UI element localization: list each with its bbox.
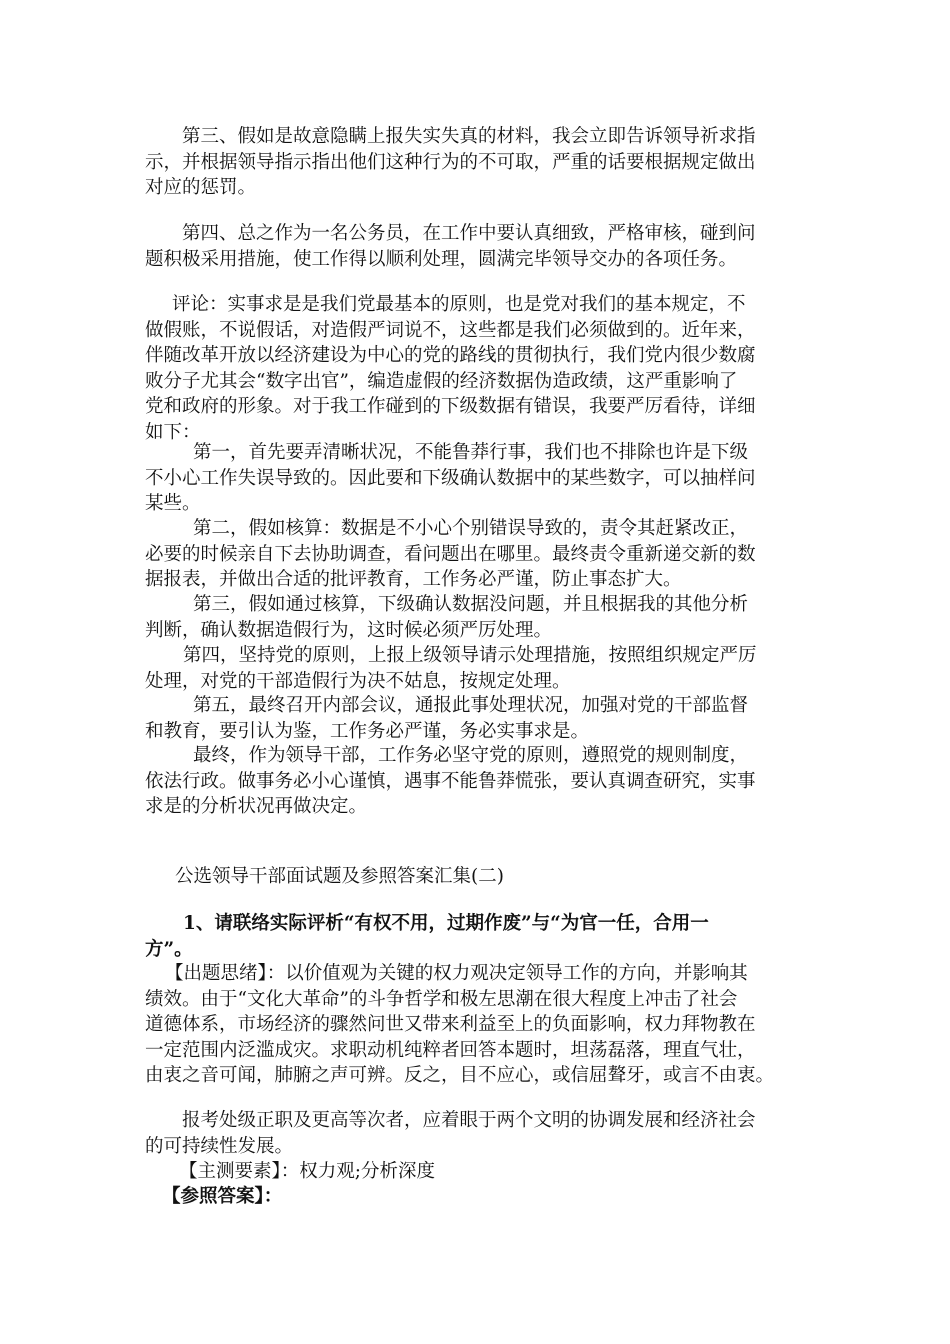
text-line: 绩效。由于“文化大革命”的斗争哲学和极左思潮在很大程度上冲击了社会 (145, 988, 738, 1010)
text-line: 第四、总之作为一名公务员，在工作中要认真细致，严格审核，碰到问 (182, 223, 756, 244)
text-line: 方”。 (145, 938, 193, 960)
answer-label (162, 1184, 834, 1210)
text-line: 必要的时候亲自下去协助调查，看问题出在哪里。最终责令重新递交新的数 (145, 543, 756, 565)
text-line: 第五，最终召开内部会议，通报此事处理状况，加强对党的干部监督 (193, 695, 749, 716)
comment-final (145, 743, 817, 820)
text-line: 【参照答案】： (162, 1186, 283, 1207)
text-line: 某些。 (145, 493, 201, 514)
comment-intro (145, 292, 817, 445)
comment-item-2 (145, 516, 817, 593)
test-elements (179, 1159, 851, 1185)
text-line: 对应的惩罚。 (145, 177, 257, 198)
text-line: 第三、假如是故意隐瞒上报失实失真的材料，我会立即告诉领导祈求指 (182, 126, 756, 147)
text-line: 评论：实事求是是我们党最基本的原则，也是党对我们的基本规定，不 (172, 294, 746, 315)
text-line: 如下： (145, 421, 201, 443)
text-line: 1、请联络实际评析“有权不用，过期作废”与“为官一任，合用一 (183, 913, 709, 934)
text-line: 【出题思绪】：以价值观为关键的权力观决定领导工作的方向，并影响其 (165, 963, 748, 984)
question-idea (145, 961, 817, 1089)
text-line: 依法行政。做事务必小心谨慎，遇事不能鲁莽慌张，要认真调查研究，实事 (145, 770, 756, 792)
text-line: 示，并根据领导指示指出他们这种行为的不可取，严重的话要根据规定做出 (145, 151, 756, 173)
text-line: 党和政府的形象。对于我工作碰到的下级数据有错误，我要严厉看待，详细 (145, 396, 756, 417)
text-line: 【主测要素】：权力观;分析深度 (179, 1161, 435, 1182)
comment-item-5 (145, 693, 817, 744)
text-line: 判断，确认数据造假行为，这时候必须严厉处理。 (145, 619, 553, 641)
comment-item-3 (145, 592, 817, 643)
text-line: 第一，首先要弄清晰状况，不能鲁莽行事，我们也不排除也许是下级 (193, 442, 749, 463)
comment-item-4 (145, 643, 817, 694)
text-line: 据报表，并做出合适的批评教育，工作务必严谨，防止事态扩大。 (145, 569, 682, 590)
text-line: 伴随改革开放以经济建设为中心的党的路线的贯彻执行，我们党内很少数腐 (145, 345, 756, 366)
comment-item-1 (145, 440, 817, 517)
text-line: 的可持续性发展。 (145, 1135, 294, 1157)
section-title-text: 公选领导干部面试题及参照答案汇集(二) (175, 866, 504, 887)
text-line: 第四，坚持党的原则，上报上级领导请示处理措施，按照组织规定严厉 (183, 645, 757, 666)
text-line: 求是的分析状况再做决定。 (145, 796, 368, 817)
text-line: 道德体系，市场经济的骤然问世又带来利益至上的负面影响，权力拜物教在 (145, 1014, 756, 1035)
text-line: 第三，假如通过核算，下级确认数据没问题，并且根据我的其他分析 (193, 594, 749, 615)
text-line: 由衷之音可闻，肺腑之声可辨。反之，目不应心，或信屈聱牙，或言不由衷。 (145, 1065, 775, 1086)
section-title (175, 864, 847, 890)
paragraph-third (145, 124, 817, 201)
text-line: 败分子尤其会“数字出官”，编造虚假的经济数据伪造政绩，这严重影响了 (145, 370, 738, 392)
text-line: 第二，假如核算：数据是不小心个别错误导致的，责令其赶紧改正， (193, 518, 749, 539)
text-line: 和教育，要引认为鉴，工作务必严谨，务必实事求是。 (145, 720, 590, 742)
text-line: 一定范围内泛滥成灾。求职动机纯粹者回答本题时，坦荡磊落，理直气壮， (145, 1039, 756, 1061)
paragraph-fourth (145, 221, 817, 272)
text-line: 处理，对党的干部造假行为决不姑息，按规定处理。 (145, 670, 571, 692)
text-line: 不小心工作失误导致的。因此要和下级确认数据中的某些数字，可以抽样问 (145, 467, 756, 489)
exam-note (145, 1108, 817, 1159)
text-line: 报考处级正职及更高等次者，应着眼于两个文明的协调发展和经济社会 (182, 1110, 756, 1131)
text-line: 最终，作为领导干部，工作务必坚守党的原则，遵照党的规则制度， (193, 745, 749, 766)
text-line: 题积极采用措施，使工作得以顺利处理，圆满完毕领导交办的各项任务。 (145, 248, 738, 270)
text-line: 做假账，不说假话，对造假严词说不，这些都是我们必须做到的。近年来， (145, 319, 756, 341)
question-heading (145, 911, 817, 962)
